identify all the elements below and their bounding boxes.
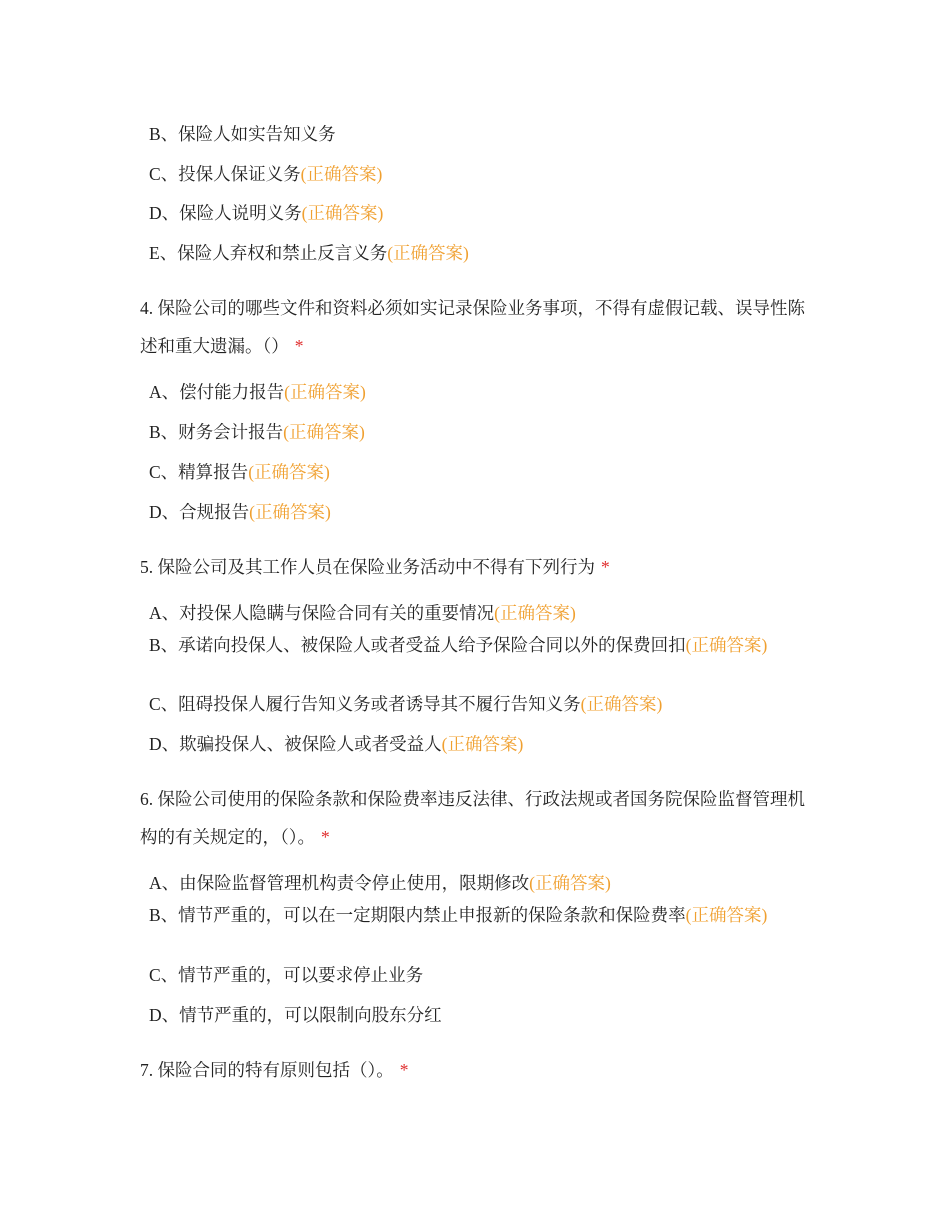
question-text: 保险公司及其工作人员在保险业务活动中不得有下列行为: [157, 557, 595, 577]
option-label: D、情节严重的，可以限制向股东分红: [149, 1005, 442, 1025]
question-text: 保险公司使用的保险条款和保险费率违反法律、行政法规或者国务院保险监督管理机构的有关规定的，（）。: [140, 789, 805, 847]
question-number: 7.: [140, 1060, 154, 1080]
option-q5-b[interactable]: [149, 632, 789, 658]
required-mark: *: [321, 827, 330, 847]
option-q4-c[interactable]: [149, 459, 809, 485]
option-q5-a[interactable]: [149, 600, 809, 626]
option-prev-b[interactable]: [149, 121, 809, 147]
option-label: E、保险人弃权和禁止反言义务: [149, 243, 388, 263]
correct-answer-tag: (正确答案): [529, 873, 611, 893]
option-q4-a[interactable]: [149, 379, 809, 405]
option-label: B、承诺向投保人、被保险人或者受益人给予保险合同以外的保费回扣: [149, 635, 686, 655]
option-prev-d[interactable]: [149, 200, 809, 226]
question-7-title: [140, 1051, 820, 1089]
option-q6-a[interactable]: [149, 870, 809, 896]
question-text: 保险合同的特有原则包括（）。: [157, 1060, 394, 1080]
option-label: C、阻碍投保人履行告知义务或者诱导其不履行告知义务: [149, 694, 581, 714]
correct-answer-tag: (正确答案): [494, 603, 576, 623]
correct-answer-tag: (正确答案): [300, 164, 383, 184]
option-label: D、欺骗投保人、被保险人或者受益人: [149, 734, 442, 754]
correct-answer-tag: (正确答案): [685, 635, 768, 655]
option-label: B、保险人如实告知义务: [149, 124, 336, 144]
question-number: 5.: [140, 557, 154, 577]
correct-answer-tag: (正确答案): [387, 243, 469, 263]
option-label: C、情节严重的，可以要求停止业务: [149, 965, 424, 985]
correct-answer-tag: (正确答案): [441, 734, 524, 754]
required-mark: *: [399, 1060, 409, 1080]
question-number: 4.: [140, 298, 154, 318]
option-q5-d[interactable]: [149, 731, 809, 757]
option-q6-b[interactable]: [149, 902, 789, 928]
option-label: B、情节严重的，可以在一定期限内禁止申报新的保险条款和保险费率: [149, 905, 686, 925]
question-6-title: [140, 780, 820, 856]
question-text: 保险公司的哪些文件和资料必须如实记录保险业务事项，不得有虚假记载、误导性陈述和重大遗漏。（）: [140, 298, 805, 356]
question-5-title: [140, 548, 820, 586]
option-q4-d[interactable]: [149, 499, 809, 525]
option-label: A、偿付能力报告: [149, 382, 285, 402]
option-label: D、合规报告: [149, 502, 250, 522]
option-q6-d[interactable]: [149, 1002, 809, 1028]
option-q5-c[interactable]: [149, 691, 809, 717]
required-mark: *: [294, 336, 304, 356]
option-label: B、财务会计报告: [149, 422, 284, 442]
option-q4-b[interactable]: [149, 419, 809, 445]
required-mark: *: [601, 557, 610, 577]
option-q6-c[interactable]: [149, 962, 809, 988]
correct-answer-tag: (正确答案): [301, 203, 384, 223]
option-prev-c[interactable]: [149, 161, 809, 187]
option-label: A、由保险监督管理机构责令停止使用，限期修改: [149, 873, 530, 893]
question-number: 6.: [140, 789, 154, 809]
question-4-title: [140, 289, 820, 365]
option-label: D、保险人说明义务: [149, 203, 302, 223]
correct-answer-tag: (正确答案): [685, 905, 768, 925]
option-prev-e[interactable]: [149, 240, 809, 266]
correct-answer-tag: (正确答案): [248, 462, 330, 482]
option-label: A、对投保人隐瞒与保险合同有关的重要情况: [149, 603, 495, 623]
correct-answer-tag: (正确答案): [284, 382, 366, 402]
correct-answer-tag: (正确答案): [249, 502, 331, 522]
option-label: C、投保人保证义务: [149, 164, 301, 184]
correct-answer-tag: (正确答案): [283, 422, 365, 442]
option-label: C、精算报告: [149, 462, 249, 482]
correct-answer-tag: (正确答案): [580, 694, 663, 714]
